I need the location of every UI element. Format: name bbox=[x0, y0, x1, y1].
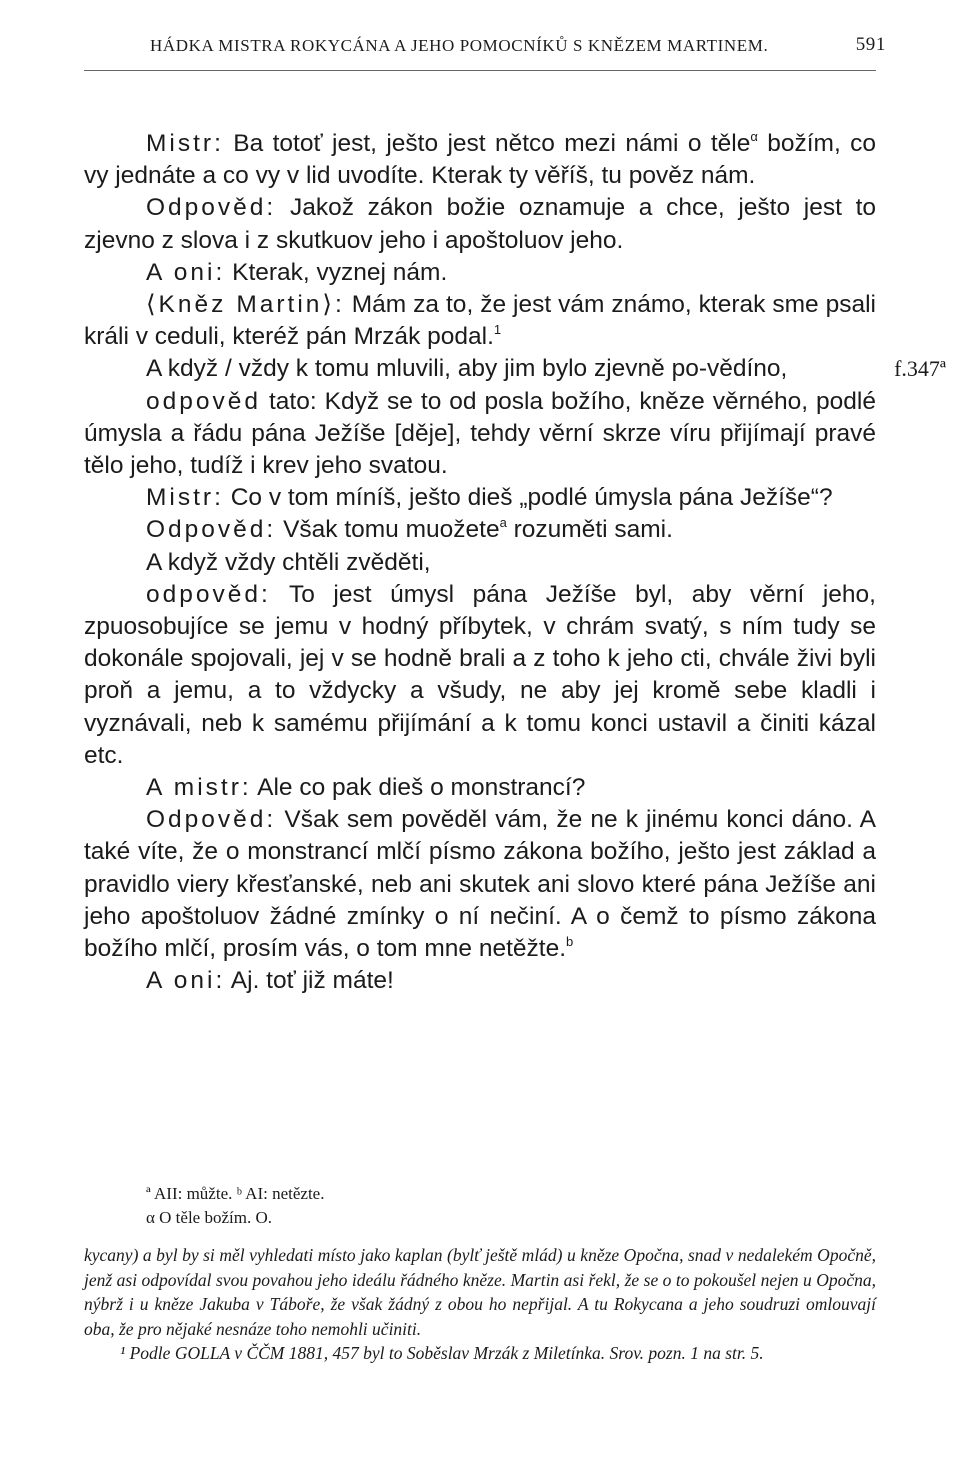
speaker-label: ⟨Kněz Martin⟩: bbox=[146, 291, 345, 319]
header-rule bbox=[84, 70, 876, 71]
paragraph-text: A když / vždy k tomu mluvili, aby jim bylo zjevně po-vědíno, bbox=[146, 355, 788, 383]
speaker-label: A oni: bbox=[146, 967, 226, 995]
apparatus-line: ª AII: můžte. ᵇ AI: netězte. bbox=[146, 1184, 325, 1203]
speaker-label: Odpověd: bbox=[146, 806, 277, 834]
paragraph bbox=[84, 772, 876, 804]
paragraph-text: Jakož zákon božie oznamuje a chce, ješto jest to zjevno z slova i z skutkuov jeho i apoštoluov jeho. bbox=[84, 194, 876, 254]
apparatus-line: α O těle božím. O. bbox=[146, 1208, 272, 1227]
paragraph bbox=[84, 965, 876, 997]
footnotes bbox=[84, 1243, 876, 1366]
footnote-ref: 1 bbox=[493, 322, 502, 338]
footnote-continuation: kycany) a byl by si měl vyhledati místo jako kaplan (bylť ještě mlád) u kněze Opočna, snad v nedalekém Opočně, jenž asi odpovídal svou povahou jeho ideálu řádného kněze. Martin asi řekl, že se o to pokoušel nejen u Opočna, nýbrž i u kněze Jakuba v Táboře, že však žádný z obou ho nepřijal. A tu Rokycana a jeho soudruzi omlouvají oba, že pro nějaké nesnáze toho nemohli učiniti. bbox=[84, 1245, 876, 1339]
paragraph-text: Ba totoť jest, ješto jest nětco mezi námi o těle bbox=[233, 130, 751, 157]
critical-apparatus bbox=[84, 1182, 876, 1230]
page-number: 591 bbox=[855, 34, 886, 55]
speaker-label: Odpověd: bbox=[146, 194, 277, 222]
paragraph bbox=[84, 353, 946, 385]
paragraph-text: Ale co pak dieš o monstrancí? bbox=[257, 774, 586, 802]
paragraph bbox=[84, 514, 876, 546]
paragraph-text: rozuměti sami. bbox=[506, 516, 673, 544]
speaker-label: odpověd bbox=[146, 387, 262, 415]
paragraph-text: Co v tom míníš, ješto dieš „podlé úmysla pána Ježíše“? bbox=[230, 484, 833, 512]
paragraph bbox=[84, 257, 876, 289]
note-ref: a bbox=[499, 515, 507, 531]
paragraph-text: Mám za to, že jest vám známo, kterak sme psali králi v ceduli, kteréž pán Mrzák podal. bbox=[84, 291, 876, 351]
speaker-label: Odpověd: bbox=[146, 516, 277, 544]
speaker-label: A mistr: bbox=[146, 774, 252, 802]
paragraph-text: A když vždy chtěli zvěděti, bbox=[146, 548, 431, 576]
paragraph bbox=[84, 547, 876, 579]
paragraph bbox=[84, 579, 876, 772]
paragraph-text: Kterak, vyznej nám. bbox=[232, 258, 448, 286]
paragraph-text: tato: Když se to od posla božího, kněze věrného, podlé úmysla a řádu pána Ježíše [děje], tehdy věrní skrze víru přijímají pravé tělo jeho, tudíž i krev jeho svatou. bbox=[84, 387, 876, 480]
paragraph bbox=[84, 482, 876, 514]
paragraph-text: Aj. toť již máte! bbox=[230, 967, 394, 995]
paragraph bbox=[84, 128, 876, 192]
paragraph-text: To jest úmysl pána Ježíše byl, aby věrní jeho, zpuosobujíce se jemu v hodný příbytek, v chrám svatý, s ním tudy se dokonále spojovali, jej v se hodně brali a z toho k jeho cti, chvále živi byli proň a jemu, a to vždycky a všudy, ne aby jej kromě sebe kladli i vyznávali, neb k samému přijímání a k tomu konci ustavil a činiti kázal etc. bbox=[84, 580, 876, 769]
running-title: HÁDKA MISTRA ROKYCÁNA A JEHO POMOCNÍKŮ S KNĚZEM MARTINEM. bbox=[150, 36, 769, 55]
footnote: ¹ Podle GOLLA v ČČM 1881, 457 byl to Soběslav Mrzák z Miletínka. Srov. pozn. 1 na str. 5. bbox=[120, 1343, 764, 1364]
speaker-label: A oni: bbox=[146, 258, 226, 286]
paragraph bbox=[84, 289, 876, 353]
speaker-label: Mistr: bbox=[146, 130, 224, 157]
paragraph-text: Však sem pověděl vám, že ne k jinému konci dáno. A také víte, že o monstrancí mlčí písmo zákona božího, ješto jest základ a pravidlo viery křesťanské, neb ani skutek ani slovo které pána Ježíše ani jeho apoštoluov žádné zmínky o ní nečiní. A o čemž to písmo zákona božího mlčí, prosím vás, o tom mne netěžte. bbox=[84, 806, 877, 963]
note-ref: α bbox=[750, 129, 758, 144]
note-ref: b bbox=[566, 934, 574, 950]
paragraph bbox=[84, 386, 876, 483]
speaker-label: odpověd: bbox=[146, 580, 271, 608]
document-page bbox=[84, 30, 946, 1364]
folio-margin-note: f.347ª bbox=[894, 356, 946, 382]
paragraph bbox=[84, 804, 876, 965]
speaker-label: Mistr: bbox=[146, 484, 224, 512]
paragraph bbox=[84, 192, 876, 256]
paragraph-text: božím, co vy jednáte a co vy v lid uvodíte. Kterak ty věříš, tu pověz nám. bbox=[84, 130, 877, 190]
main-text bbox=[84, 128, 946, 997]
paragraph-text: Však tomu muožete bbox=[283, 516, 500, 544]
running-head bbox=[84, 30, 886, 64]
